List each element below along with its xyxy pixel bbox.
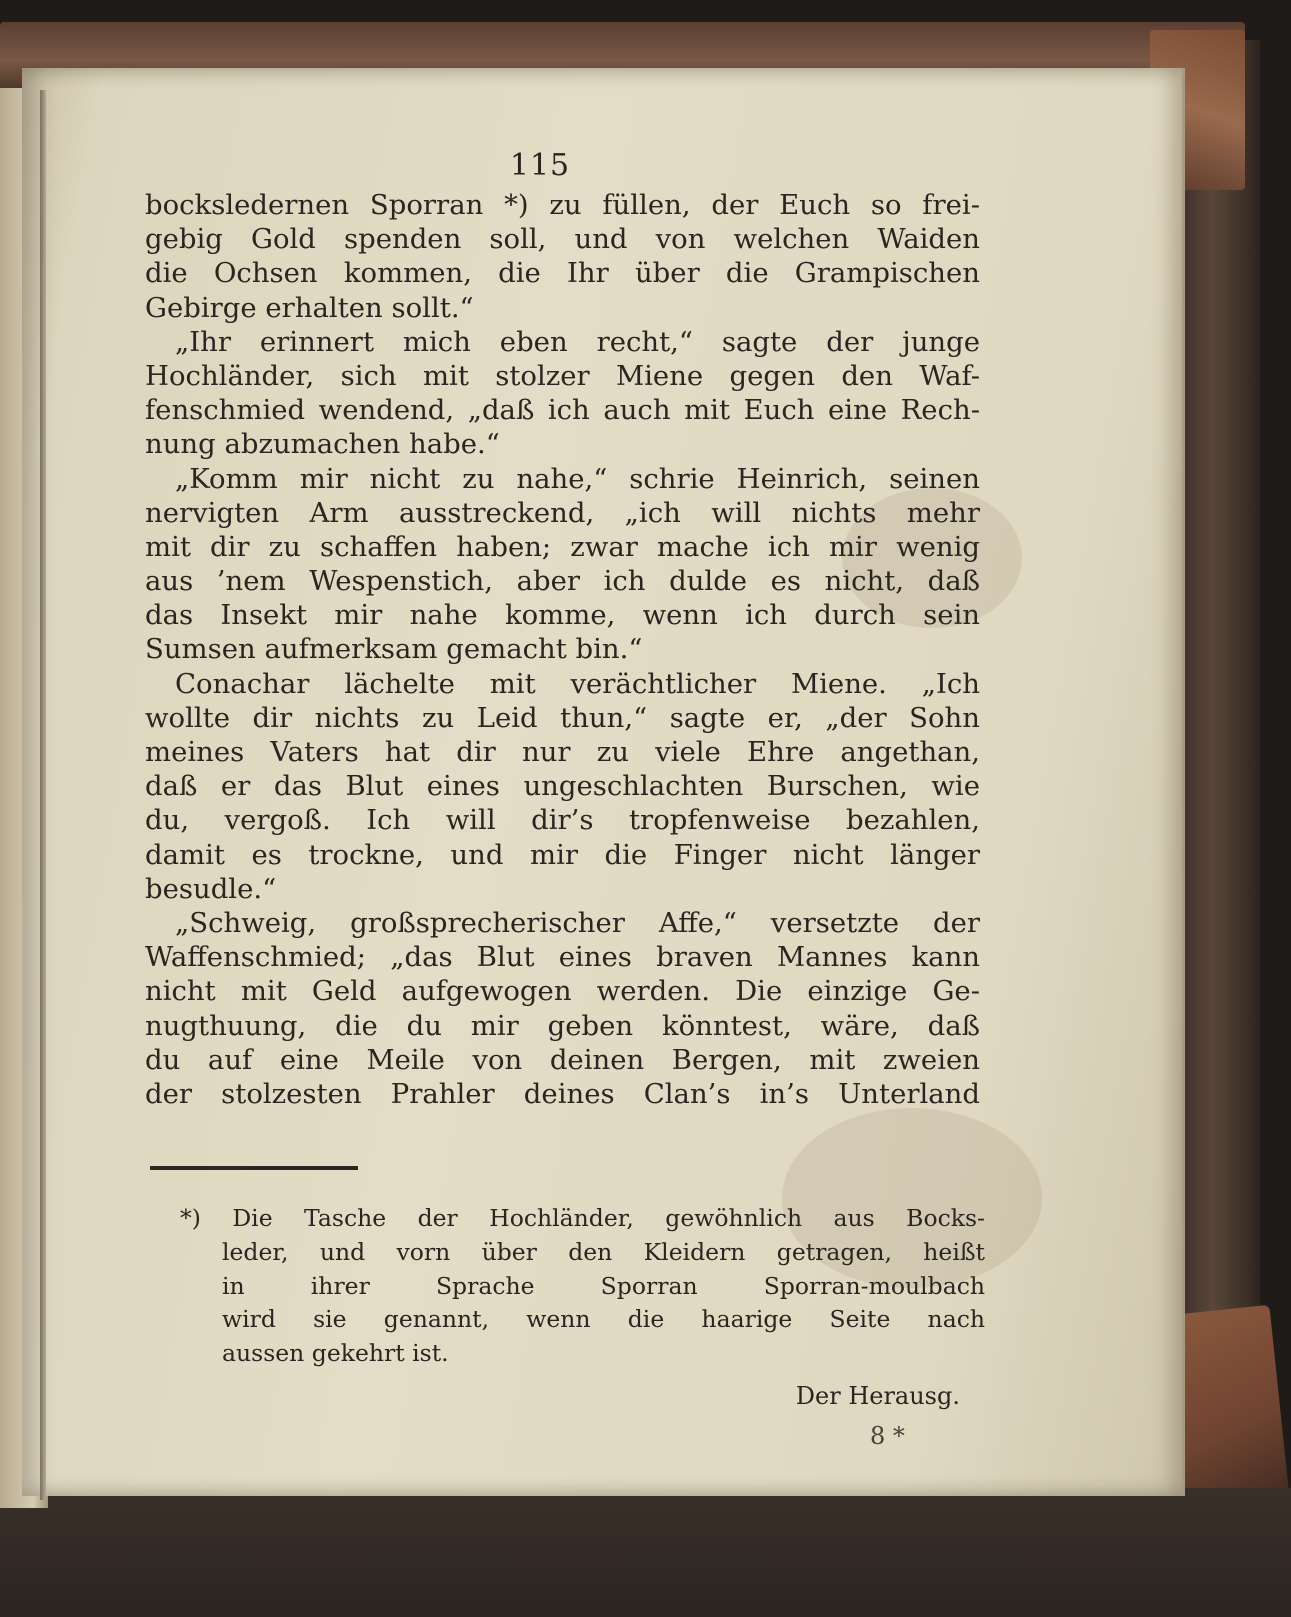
text-line: nicht mit Geld aufgewogen werden. Die einzige Ge- [145,975,980,1008]
signature-mark: 8 * [870,1422,905,1450]
text-line: nung abzumachen habe.“ [145,428,500,461]
text-line: Gebirge erhalten sollt.“ [145,291,474,324]
text-line: „Schweig, großsprecherischer Affe,“ versetzte der [175,906,980,939]
body-text [145,188,980,1111]
text-line: „Komm mir nicht zu nahe,“ schrie Heinrich, seinen [175,462,980,495]
text-line: gebig Gold spenden soll, und von welchen Waiden [145,223,980,256]
text-line: Conachar lächelte mit verächtlicher Miene. „Ich [175,667,980,700]
text-line: meines Vaters hat dir nur zu viele Ehre angethan, [145,736,980,768]
text-line: wollte dir nichts zu Leid thun,“ sagte er, „der Sohn [145,701,980,734]
text-line: du, vergoß. Ich will dir’s tropfenweise bezahlen, [145,804,980,837]
text-line: fenschmied wendend, „daß ich auch mit Euch eine Rech- [145,394,980,427]
text-line: damit es trockne, und mir die Finger nicht länger [145,838,980,871]
text-line: der stolzesten Prahler deines Clan’s in’s Unterland [145,1077,980,1110]
footnote-line: *) Die Tasche der Hochländer, gewöhnlich aus Bocks- [180,1204,985,1232]
footnote-line: wird sie genannt, wenn die haarige Seite nach [222,1305,985,1334]
text-line: Hochländer, sich mit stolzer Miene gegen den Waf- [145,359,980,392]
text-line: Waffenschmied; „das Blut eines braven Mannes kann [145,941,980,974]
footnote [180,1202,985,1371]
text-line: mit dir zu schaffen haben; zwar mache ich mir wenig [145,530,980,563]
footnote-line: in ihrer Sprache Sporran Sporran-moulbach [222,1271,985,1300]
text-line: daß er das Blut eines ungeschlachten Burschen, wie [145,770,980,803]
text-line: Sumsen aufmerksam gemacht bin.“ [145,633,643,666]
text-line: nugthuung, die du mir geben könntest, wäre, daß [145,1009,980,1042]
footnote-line: leder, und vorn über den Kleidern getragen, heißt [222,1237,985,1266]
text-line: du auf eine Meile von deinen Bergen, mit zweien [145,1043,980,1076]
footnote-line: aussen gekehrt ist. [222,1339,449,1368]
text-line: „Ihr erinnert mich eben recht,“ sagte der junge [175,325,980,358]
book-cover-bottom [0,1488,1291,1617]
text-line: besudle.“ [145,872,277,905]
footnote-signature: Der Herausg. [795,1382,960,1410]
page-gutter [40,90,46,1500]
page-number: 115 [509,148,571,183]
text-line: nervigten Arm ausstreckend, „ich will nichts mehr [145,496,980,529]
text-line: das Insekt mir nahe komme, wenn ich durch sein [145,599,980,632]
text-line: die Ochsen kommen, die Ihr über die Grampischen [145,257,980,290]
text-line: bocksledernen Sporran *) zu füllen, der Euch so frei- [145,189,980,221]
book-cover-spine-right [1180,40,1260,1520]
footnote-separator [150,1166,358,1170]
text-line: aus ’nem Wespenstich, aber ich dulde es nicht, daß [145,565,980,598]
